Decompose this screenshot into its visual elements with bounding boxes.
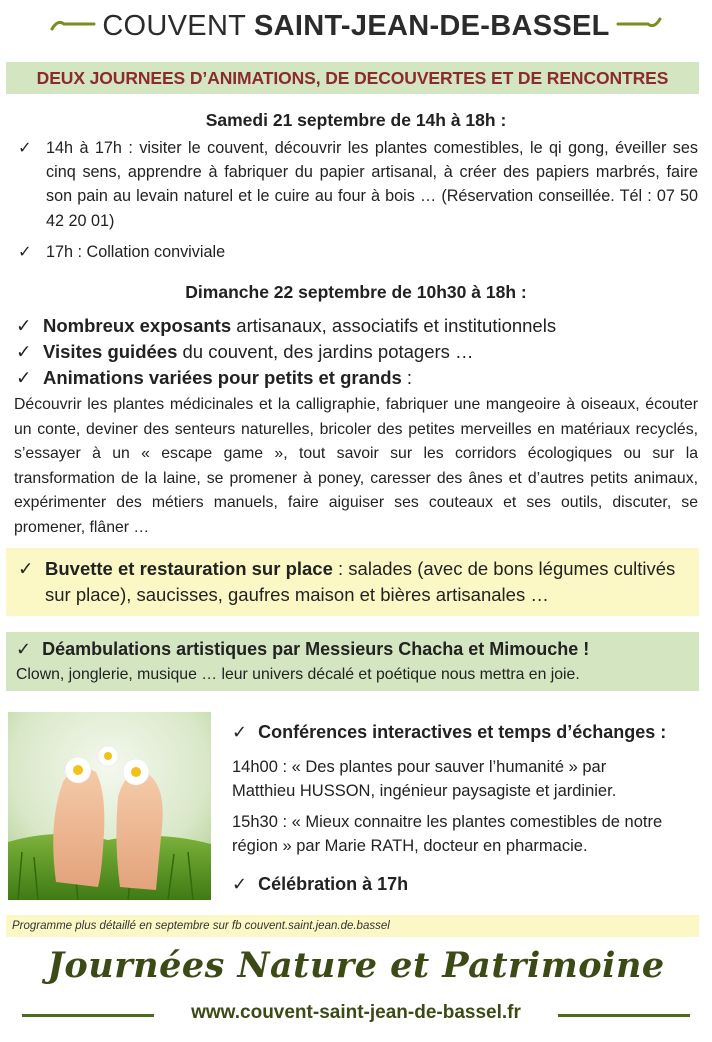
check-icon: ✓	[232, 874, 248, 894]
sunday-item-3-rest: :	[401, 367, 413, 388]
sunday-item-2-bold: Visites guidées	[43, 341, 178, 362]
sunday-item-3-bold: Animations variées pour petits et grands	[43, 367, 402, 388]
deambulations-title: Déambulations artistiques par Messieurs Chacha et Mimouche !	[42, 639, 590, 659]
deambulations-heading	[16, 637, 696, 661]
check-icon: ✓	[16, 639, 32, 659]
page-title	[0, 10, 712, 52]
right-swirl-ornament	[616, 17, 662, 31]
title-main: SAINT-JEAN-DE-BASSEL	[254, 10, 610, 42]
subtitle-banner: DEUX JOURNEES D’ANIMATIONS, DE DECOUVERTES ET DE RENCONTRES	[6, 62, 699, 94]
sunday-item-1-bold: Nombreux exposants	[43, 315, 232, 336]
sunday-item-1	[16, 314, 706, 338]
check-icon: ✓	[16, 341, 32, 362]
left-swirl-ornament	[50, 17, 96, 31]
sunday-item-2	[16, 340, 706, 364]
check-icon: ✓	[16, 315, 32, 336]
title-prefix: COUVENT	[102, 10, 255, 42]
talk-1: 14h00 : « Des plantes pour sauver l’humanité » par Matthieu HUSSON, ingénieur paysagiste et jardinier.	[232, 758, 617, 800]
check-icon: ✓	[16, 367, 32, 388]
saturday-title: Samedi 21 septembre de 14h à 18h :	[205, 110, 507, 130]
conferences-title: Conférences interactives et temps d’échanges :	[258, 722, 667, 742]
talk-2: 15h30 : « Mieux connaitre les plantes comestibles de notre région » par Marie RATH, docteur en pharmacie.	[232, 813, 663, 855]
check-icon: ✓	[232, 722, 248, 742]
buvette-box	[6, 548, 699, 616]
event-script-title: Journées Nature et Patrimoine	[47, 945, 665, 986]
celebration-line	[232, 872, 702, 896]
sunday-item-1-rest: artisanaux, associatifs et institutionnels	[231, 315, 557, 336]
check-icon: ✓	[18, 139, 32, 157]
buvette-rest: : salades (avec de bons légumes cultivés sur place), saucisses, gaufres maison et bières artisanales …	[45, 558, 676, 605]
sunday-item-3	[16, 366, 706, 390]
website-link[interactable]: www.couvent-saint-jean-de-bassel.fr	[191, 1002, 521, 1023]
saturday-item-2-text: 17h : Collation conviviale	[46, 243, 226, 261]
saturday-item-2	[18, 240, 698, 266]
footer-note	[6, 915, 699, 937]
deambulations-text: Clown, jonglerie, musique … leur univers décalé et poétique nous mettra en joie.	[16, 666, 580, 683]
saturday-item-1	[18, 136, 698, 236]
conferences-heading	[232, 720, 702, 744]
check-icon: ✓	[18, 558, 34, 579]
celebration-text: Célébration à 17h	[258, 874, 409, 894]
saturday-item-1-text: 14h à 17h : visiter le couvent, découvrir les plantes comestibles, le qi gong, éveiller ses cinq sens, apprendre à fabriquer du papier artisanal, à créer des papiers marbrés, faire son pain au levain naturel et le cuire au four à bois … (Réservation conseillée. Tél : 07 50 42 20 01)	[46, 139, 698, 230]
animations-paragraph: Découvrir les plantes médicinales et la calligraphie, fabriquer une mangeoire à oiseaux, écouter un conte, deviner des senteurs naturelles, bricoler des petites merveilles en matériaux recyclés, s’essayer à un « escape game », tout savoir sur les corridors écologiques ou sur la transformation de la laine, se promener à poney, caresser des ânes et d’autres petits animaux, expérimenter des métiers manuels, faire aiguiser ses couteaux et ses outils, discuter, se promener, flâner …	[14, 396, 698, 536]
deambulations-box	[6, 632, 699, 691]
sunday-item-2-rest: du couvent, des jardins potagers …	[177, 341, 474, 362]
feet-daisies-photo	[8, 712, 211, 900]
check-icon: ✓	[18, 243, 32, 261]
buvette-bold: Buvette et restauration sur place	[45, 558, 333, 579]
sunday-title: Dimanche 22 septembre de 10h30 à 18h :	[185, 282, 527, 302]
footer-note-text: Programme plus détaillé en septembre sur fb couvent.saint.jean.de.bassel	[12, 920, 390, 932]
